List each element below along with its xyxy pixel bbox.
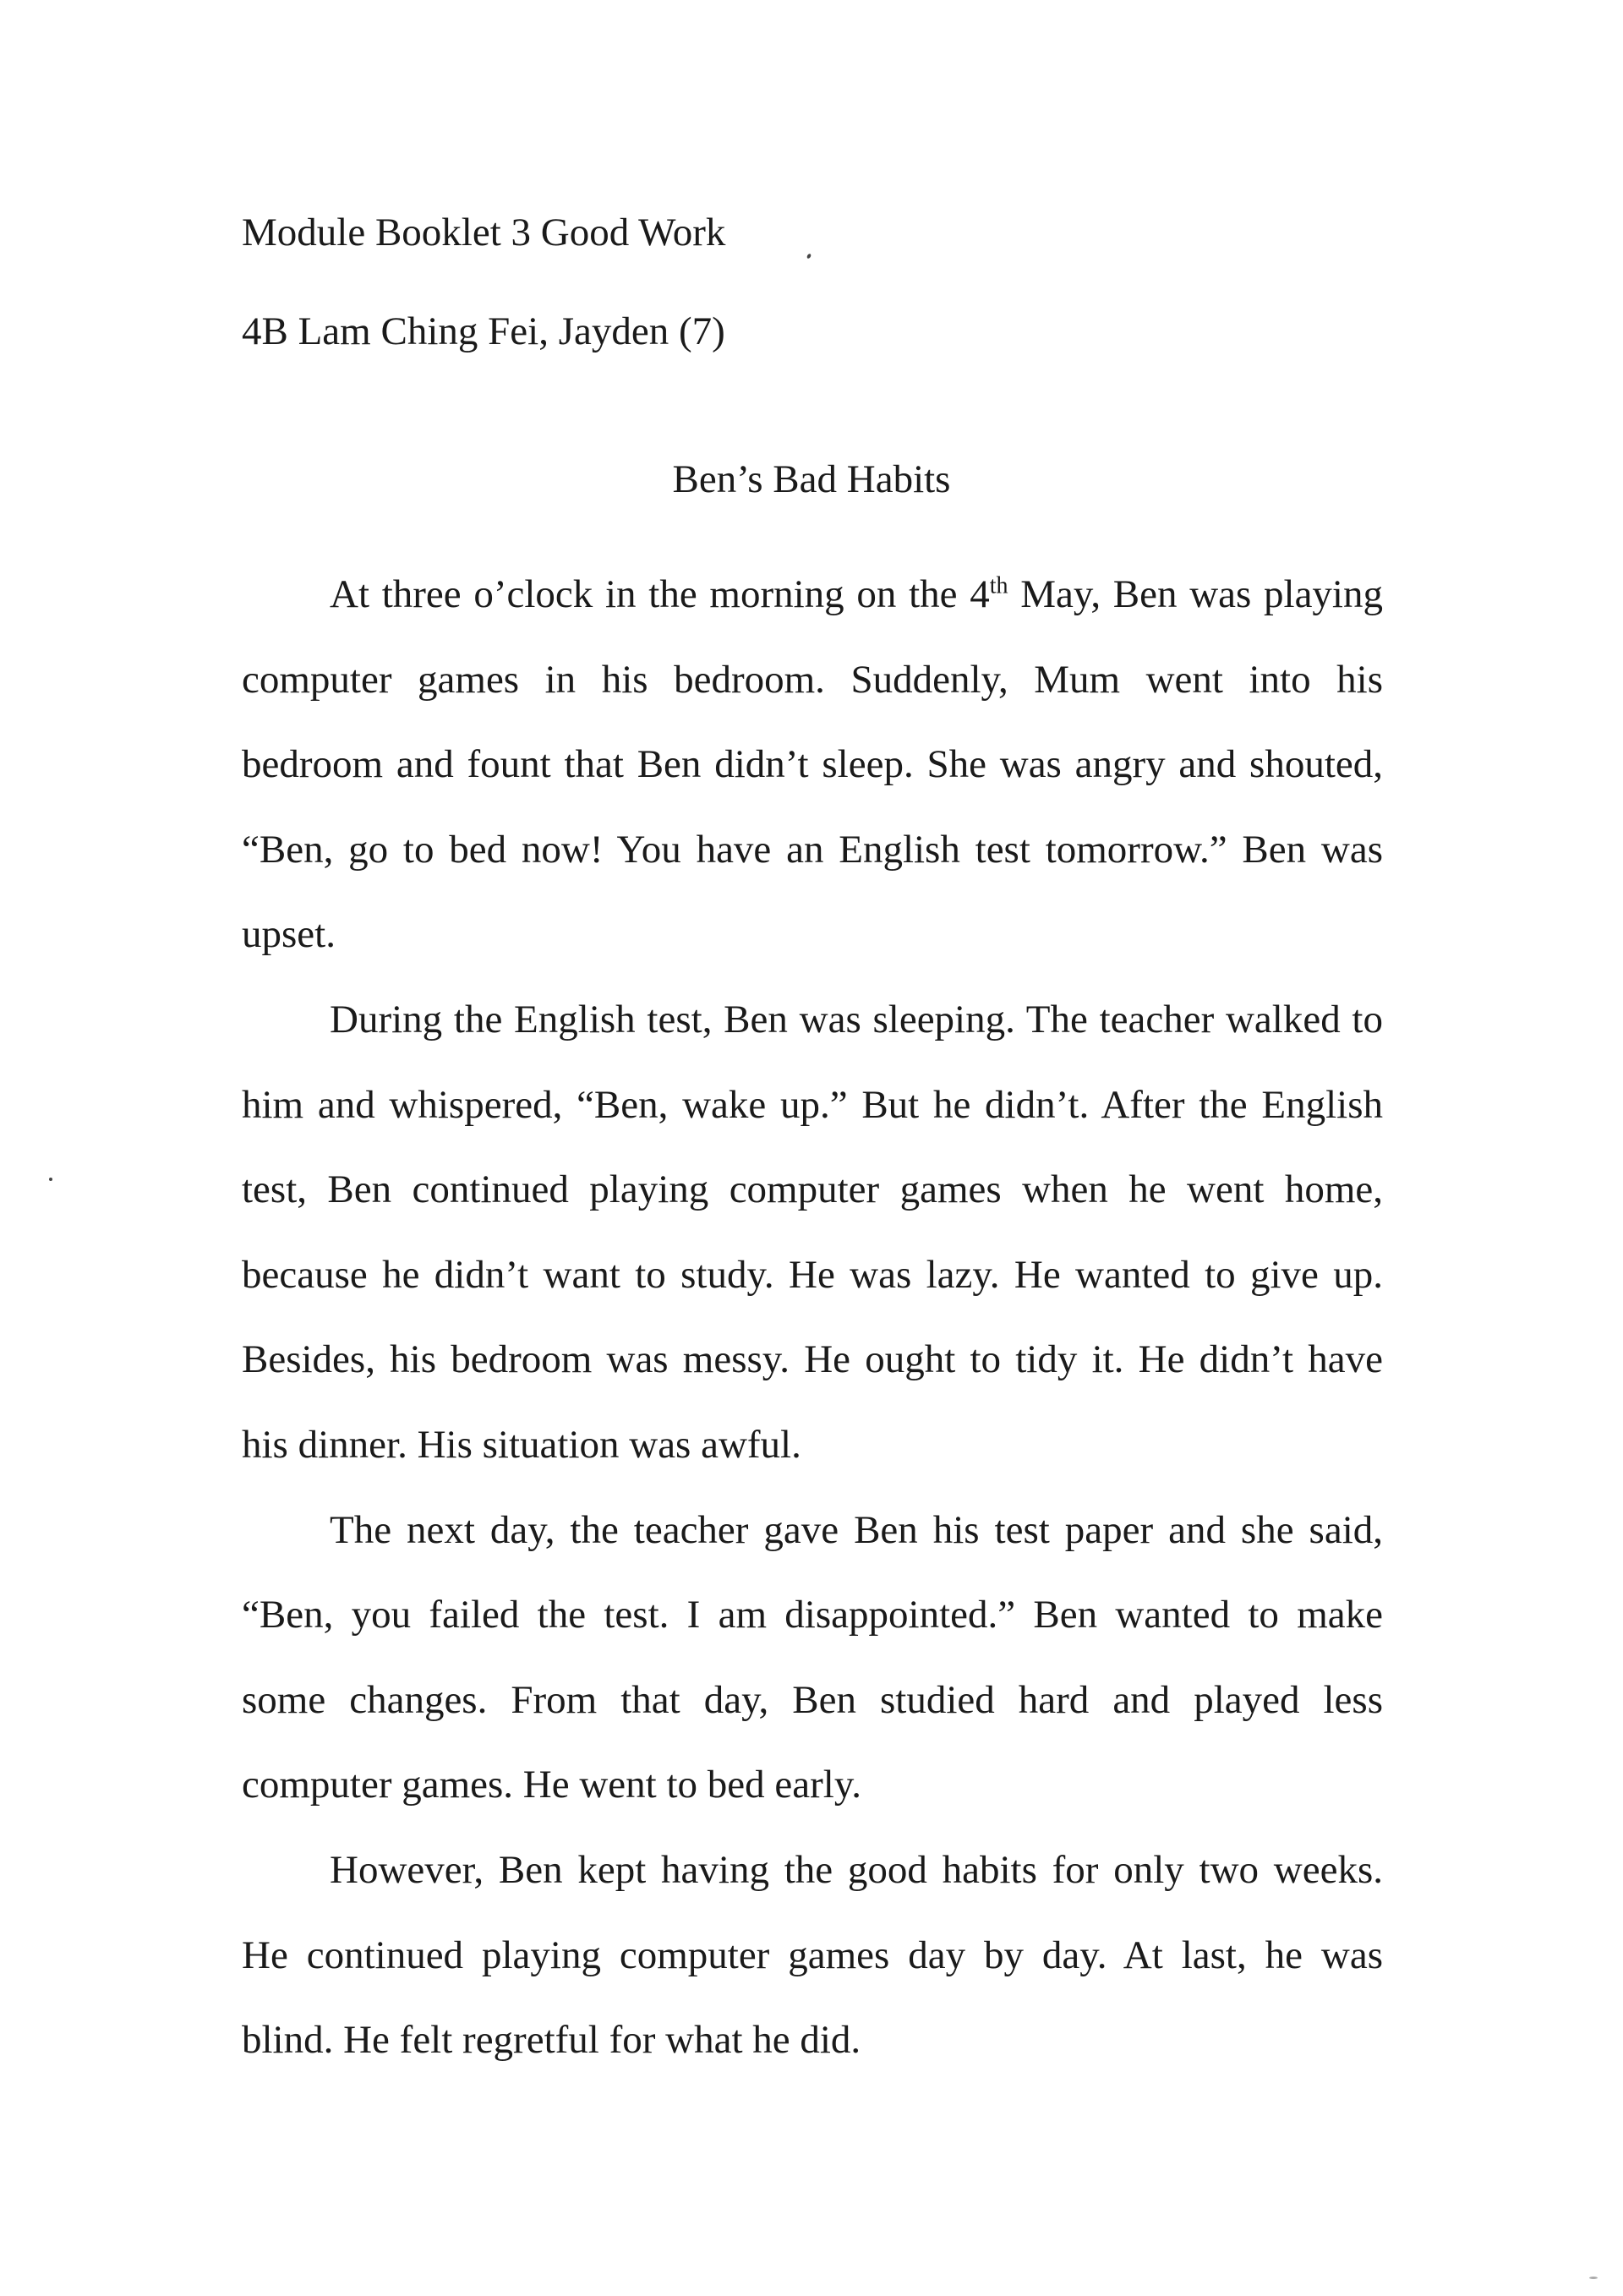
essay-title: Ben’s Bad Habits <box>672 457 951 501</box>
essay-paragraph-1 <box>242 552 1383 977</box>
essay-paragraph-3: The next day, the teacher gave Ben his test paper and she said, “Ben, you failed the test. I am disappointed.” Ben wanted to make some changes. From that day, Ben studied hard and played less computer games. He went to bed early. <box>242 1507 1383 1807</box>
essay-paragraph-4: However, Ben kept having the good habits for only two weeks. He continued playing computer games day by day. At last, he was blind. He felt regretful for what he did. <box>242 1847 1383 2063</box>
essay-body <box>242 552 1383 2083</box>
scan-speck <box>806 253 812 259</box>
paragraph-1-start: At three o’clock in the morning on the 4 <box>330 572 990 616</box>
scan-speck <box>1589 2277 1598 2279</box>
scan-speck <box>49 1178 52 1181</box>
student-name-line: 4B Lam Ching Fei, Jayden (7) <box>242 309 725 353</box>
module-booklet-heading: Module Booklet 3 Good Work <box>242 210 726 254</box>
paragraph-1-rest: May, Ben was playing computer games in his bedroom. Suddenly, Mum went into his bedroom and fount that Ben didn’t sleep. She was angry and shouted, “Ben, go to bed now! You have an English test tomorrow.” Ben was upset. <box>242 572 1383 957</box>
essay-paragraph-2: During the English test, Ben was sleeping. The teacher walked to him and whispered, “Ben, wake up.” But he didn’t. After the English test, Ben continued playing computer games when he went home, because he didn’t want to study. He was lazy. He wanted to give up. Besides, his bedroom was messy. He ought to tidy it. He didn’t have his dinner. His situation was awful. <box>242 997 1383 1467</box>
ordinal-suffix: th <box>989 572 1008 599</box>
